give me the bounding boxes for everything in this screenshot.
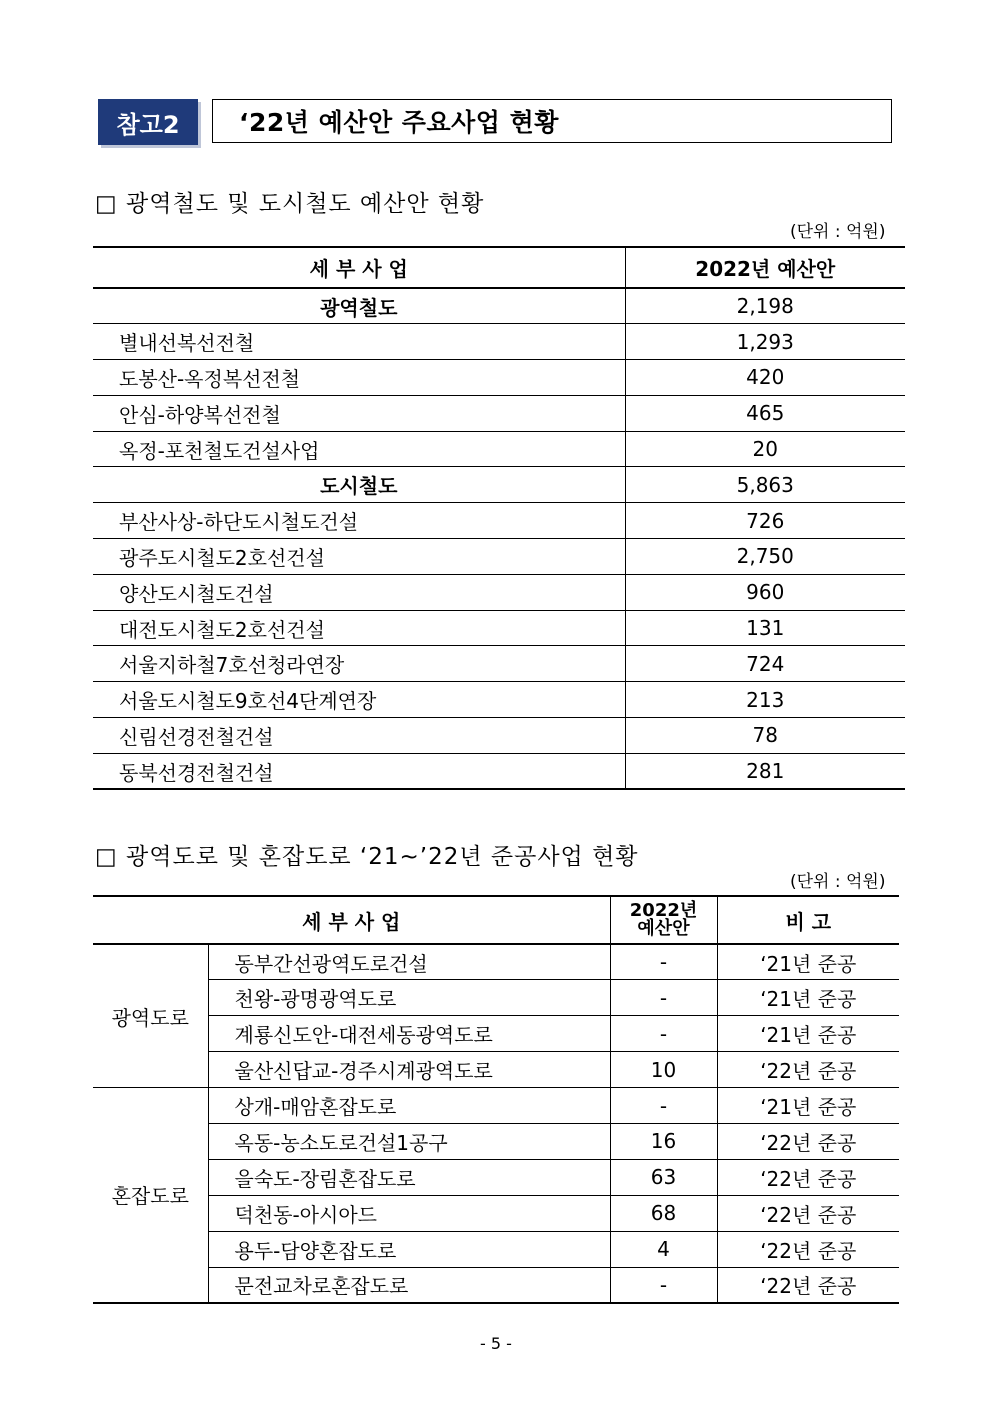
project-name: 안심-하양복선전철 <box>93 395 625 431</box>
table-row <box>93 1195 899 1231</box>
budget-value: 2,750 <box>625 539 905 575</box>
table-row <box>93 646 905 682</box>
note-value: ‘22년 준공 <box>717 1195 899 1231</box>
table-row <box>93 753 905 789</box>
budget-value: 960 <box>625 574 905 610</box>
budget-value: 465 <box>625 395 905 431</box>
project-name: 동북선경전철건설 <box>93 753 625 789</box>
group-name: 광역도로 <box>93 944 208 1088</box>
budget-value: - <box>610 980 717 1016</box>
page-title: ‘22년 예산안 주요사업 현황 <box>212 99 892 143</box>
project-name: 울산신답교-경주시계광역도로 <box>208 1052 610 1088</box>
project-name: 양산도시철도건설 <box>93 574 625 610</box>
note-value: ‘21년 준공 <box>717 1016 899 1052</box>
category-name: 광역철도 <box>93 288 625 324</box>
budget-value: - <box>610 944 717 980</box>
table-row <box>93 610 905 646</box>
reference-badge: 참고2 <box>98 99 198 145</box>
budget-value: - <box>610 1267 717 1303</box>
section2-title: □ 광역도로 및 혼잡도로 ‘21~’22년 준공사업 현황 <box>95 844 639 870</box>
table-row <box>93 1016 899 1052</box>
project-name: 상개-매암혼잡도로 <box>208 1088 610 1124</box>
budget-value: 1,293 <box>625 324 905 360</box>
budget-value: 2,198 <box>625 288 905 324</box>
col-project-header: 세 부 사 업 <box>93 247 625 288</box>
page-header <box>98 99 894 145</box>
budget-value: 131 <box>625 610 905 646</box>
budget-value: 16 <box>610 1123 717 1159</box>
table-row <box>93 1052 899 1088</box>
table-header-row <box>93 247 905 288</box>
note-value: ‘21년 준공 <box>717 1088 899 1124</box>
project-name: 도봉산-옥정복선전철 <box>93 360 625 396</box>
table-row <box>93 324 905 360</box>
note-value: ‘21년 준공 <box>717 944 899 980</box>
budget-value: 63 <box>610 1159 717 1195</box>
table-row <box>93 682 905 718</box>
section1-title: □ 광역철도 및 도시철도 예산안 현황 <box>95 191 485 217</box>
table-row <box>93 503 905 539</box>
budget-value: 420 <box>625 360 905 396</box>
budget-value: 726 <box>625 503 905 539</box>
project-name: 을숙도-장림혼잡도로 <box>208 1159 610 1195</box>
project-name: 덕천동-아시아드 <box>208 1195 610 1231</box>
section2-unit: (단위 : 억원) <box>790 872 886 892</box>
project-name: 용두-담양혼잡도로 <box>208 1231 610 1267</box>
page-number: - 5 - <box>480 1334 512 1353</box>
project-name: 서울지하철7호선청라연장 <box>93 646 625 682</box>
project-name: 별내선복선전철 <box>93 324 625 360</box>
project-name: 문전교차로혼잡도로 <box>208 1267 610 1303</box>
col-budget-header <box>610 896 717 944</box>
table-row <box>93 1088 899 1124</box>
table-row <box>93 360 905 396</box>
col-budget-line1: 2022년 <box>629 900 698 921</box>
budget-value: 20 <box>625 431 905 467</box>
budget-value: - <box>610 1016 717 1052</box>
group-name: 혼잡도로 <box>93 1088 208 1303</box>
col-project-header: 세 부 사 업 <box>93 896 610 944</box>
project-name: 부산사상-하단도시철도건설 <box>93 503 625 539</box>
budget-value: 68 <box>610 1195 717 1231</box>
project-name: 서울도시철도9호선4단계연장 <box>93 682 625 718</box>
note-value: ‘22년 준공 <box>717 1123 899 1159</box>
table-row <box>93 718 905 754</box>
project-name: 동부간선광역도로건설 <box>208 944 610 980</box>
table-row <box>93 1159 899 1195</box>
budget-value: 10 <box>610 1052 717 1088</box>
table-row <box>93 288 905 324</box>
table-row <box>93 574 905 610</box>
table-row <box>93 431 905 467</box>
category-name: 도시철도 <box>93 467 625 503</box>
railway-budget-table <box>93 246 905 790</box>
table-header-row <box>93 896 899 944</box>
budget-value: - <box>610 1088 717 1124</box>
note-value: ‘21년 준공 <box>717 980 899 1016</box>
note-value: ‘22년 준공 <box>717 1267 899 1303</box>
budget-value: 281 <box>625 753 905 789</box>
note-value: ‘22년 준공 <box>717 1052 899 1088</box>
budget-value: 724 <box>625 646 905 682</box>
table-row <box>93 980 899 1016</box>
table-row <box>93 1231 899 1267</box>
table-row <box>93 467 905 503</box>
budget-value: 78 <box>625 718 905 754</box>
table-row <box>93 1123 899 1159</box>
budget-value: 4 <box>610 1231 717 1267</box>
table-row <box>93 395 905 431</box>
project-name: 옥동-농소도로건설1공구 <box>208 1123 610 1159</box>
project-name: 천왕-광명광역도로 <box>208 980 610 1016</box>
col-note-header: 비 고 <box>717 896 899 944</box>
section1-unit: (단위 : 억원) <box>790 222 886 242</box>
col-budget-line2: 예산안 <box>637 918 690 939</box>
note-value: ‘22년 준공 <box>717 1159 899 1195</box>
table-row <box>93 539 905 575</box>
project-name: 대전도시철도2호선건설 <box>93 610 625 646</box>
road-projects-table <box>93 895 899 1304</box>
project-name: 옥정-포천철도건설사업 <box>93 431 625 467</box>
col-budget-header: 2022년 예산안 <box>625 247 905 288</box>
project-name: 신림선경전철건설 <box>93 718 625 754</box>
table-row <box>93 944 899 980</box>
note-value: ‘22년 준공 <box>717 1231 899 1267</box>
table-row <box>93 1267 899 1303</box>
budget-value: 213 <box>625 682 905 718</box>
budget-value: 5,863 <box>625 467 905 503</box>
project-name: 광주도시철도2호선건설 <box>93 539 625 575</box>
project-name: 계룡신도안-대전세동광역도로 <box>208 1016 610 1052</box>
